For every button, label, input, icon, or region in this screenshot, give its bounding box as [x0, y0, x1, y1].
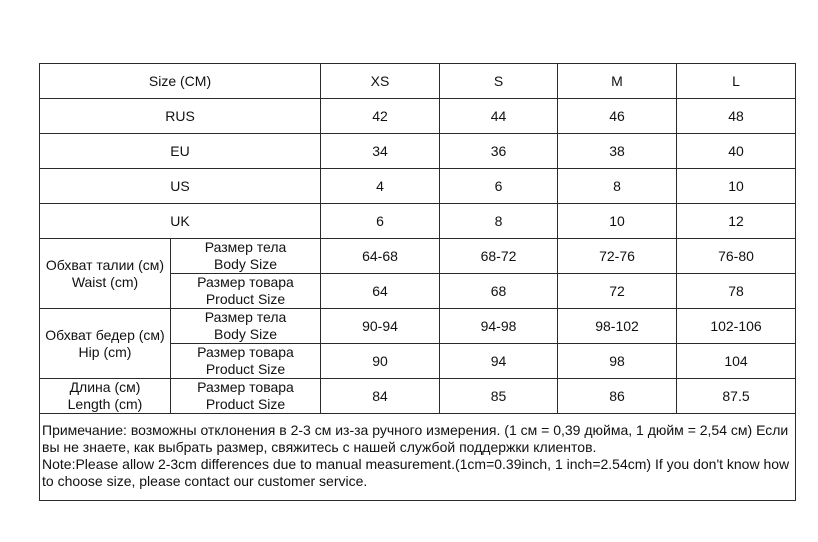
sub-label-ru: Размер товара — [197, 379, 294, 395]
table-cell: 4 — [321, 169, 440, 204]
table-cell: 6 — [440, 169, 558, 204]
waist-label-en: Waist (cm) — [71, 273, 139, 290]
length-label-en: Length (cm) — [67, 396, 143, 412]
body-size-label — [171, 239, 321, 274]
header-size: L — [677, 64, 796, 99]
header-size: S — [440, 64, 558, 99]
hip-label — [40, 309, 171, 379]
table-cell: 46 — [558, 99, 677, 134]
row-label: US — [40, 169, 321, 204]
table-row — [40, 134, 796, 169]
product-size-label — [171, 274, 321, 309]
table-cell: 102-106 — [677, 309, 796, 344]
note-ru: Примечание: возможны отклонения в 2-3 см из-за ручного измерения. (1 см = 0,39 дюйма, 1 дюйм = 2,54 см) Если вы не знаете, как выбрать размер, свяжитесь с нашей службой поддержки клиентов. — [42, 422, 789, 455]
sub-label-en: Body Size — [213, 326, 278, 342]
sub-label-en: Body Size — [213, 256, 278, 272]
header-size: XS — [321, 64, 440, 99]
table-cell: 76-80 — [677, 239, 796, 274]
product-size-label — [171, 344, 321, 379]
header-row — [40, 64, 796, 99]
table-cell: 86 — [558, 379, 677, 414]
sub-label-en: Product Size — [205, 291, 286, 307]
table-row — [40, 204, 796, 239]
table-row — [40, 99, 796, 134]
table-cell: 8 — [440, 204, 558, 239]
table-cell: 85 — [440, 379, 558, 414]
row-label: EU — [40, 134, 321, 169]
hip-label-ru: Обхват бедер (см) — [45, 326, 165, 343]
sub-label-en: Product Size — [205, 396, 286, 412]
header-label: Size (CM) — [40, 64, 321, 99]
table-cell: 87.5 — [677, 379, 796, 414]
body-size-label — [171, 309, 321, 344]
table-cell: 72 — [558, 274, 677, 309]
row-label: RUS — [40, 99, 321, 134]
table-cell: 34 — [321, 134, 440, 169]
table-row — [40, 169, 796, 204]
table-cell: 98-102 — [558, 309, 677, 344]
table-cell: 48 — [677, 99, 796, 134]
hip-label-en: Hip (cm) — [78, 343, 132, 360]
note-en: Note:Please allow 2-3cm differences due to manual measurement.(1cm=0.39inch, 1 inch=2.54cm) If you don't know how to choose size, please contact our customer service. — [42, 456, 790, 489]
table-row-waist-body — [40, 239, 796, 274]
table-cell: 98 — [558, 344, 677, 379]
table-cell: 104 — [677, 344, 796, 379]
sub-label-ru: Размер тела — [204, 239, 287, 255]
table-cell: 36 — [440, 134, 558, 169]
table-row-length — [40, 379, 796, 414]
table-cell: 40 — [677, 134, 796, 169]
sub-label-ru: Размер товара — [197, 344, 294, 360]
note-row — [40, 414, 796, 501]
table-cell: 84 — [321, 379, 440, 414]
length-label-ru: Длина (см) — [69, 379, 141, 395]
length-label — [40, 379, 171, 414]
table-cell: 94-98 — [440, 309, 558, 344]
sub-label-ru: Размер тела — [204, 309, 287, 325]
note-cell — [40, 414, 796, 501]
waist-label-ru: Обхват талии (см) — [45, 256, 165, 273]
table-cell: 44 — [440, 99, 558, 134]
table-cell: 38 — [558, 134, 677, 169]
header-size: M — [558, 64, 677, 99]
table-cell: 12 — [677, 204, 796, 239]
table-cell: 8 — [558, 169, 677, 204]
sub-label-en: Product Size — [205, 361, 286, 377]
table-cell: 64-68 — [321, 239, 440, 274]
table-cell: 42 — [321, 99, 440, 134]
table-row-hip-body — [40, 309, 796, 344]
table-cell: 90 — [321, 344, 440, 379]
table-cell: 10 — [677, 169, 796, 204]
table-cell: 72-76 — [558, 239, 677, 274]
table-cell: 10 — [558, 204, 677, 239]
table-cell: 64 — [321, 274, 440, 309]
size-chart-table — [39, 63, 796, 501]
table-cell: 94 — [440, 344, 558, 379]
product-size-label — [171, 379, 321, 414]
row-label: UK — [40, 204, 321, 239]
table-cell: 90-94 — [321, 309, 440, 344]
table-cell: 68 — [440, 274, 558, 309]
table-cell: 68-72 — [440, 239, 558, 274]
waist-label — [40, 239, 171, 309]
table-cell: 78 — [677, 274, 796, 309]
table-cell: 6 — [321, 204, 440, 239]
sub-label-ru: Размер товара — [197, 274, 294, 290]
